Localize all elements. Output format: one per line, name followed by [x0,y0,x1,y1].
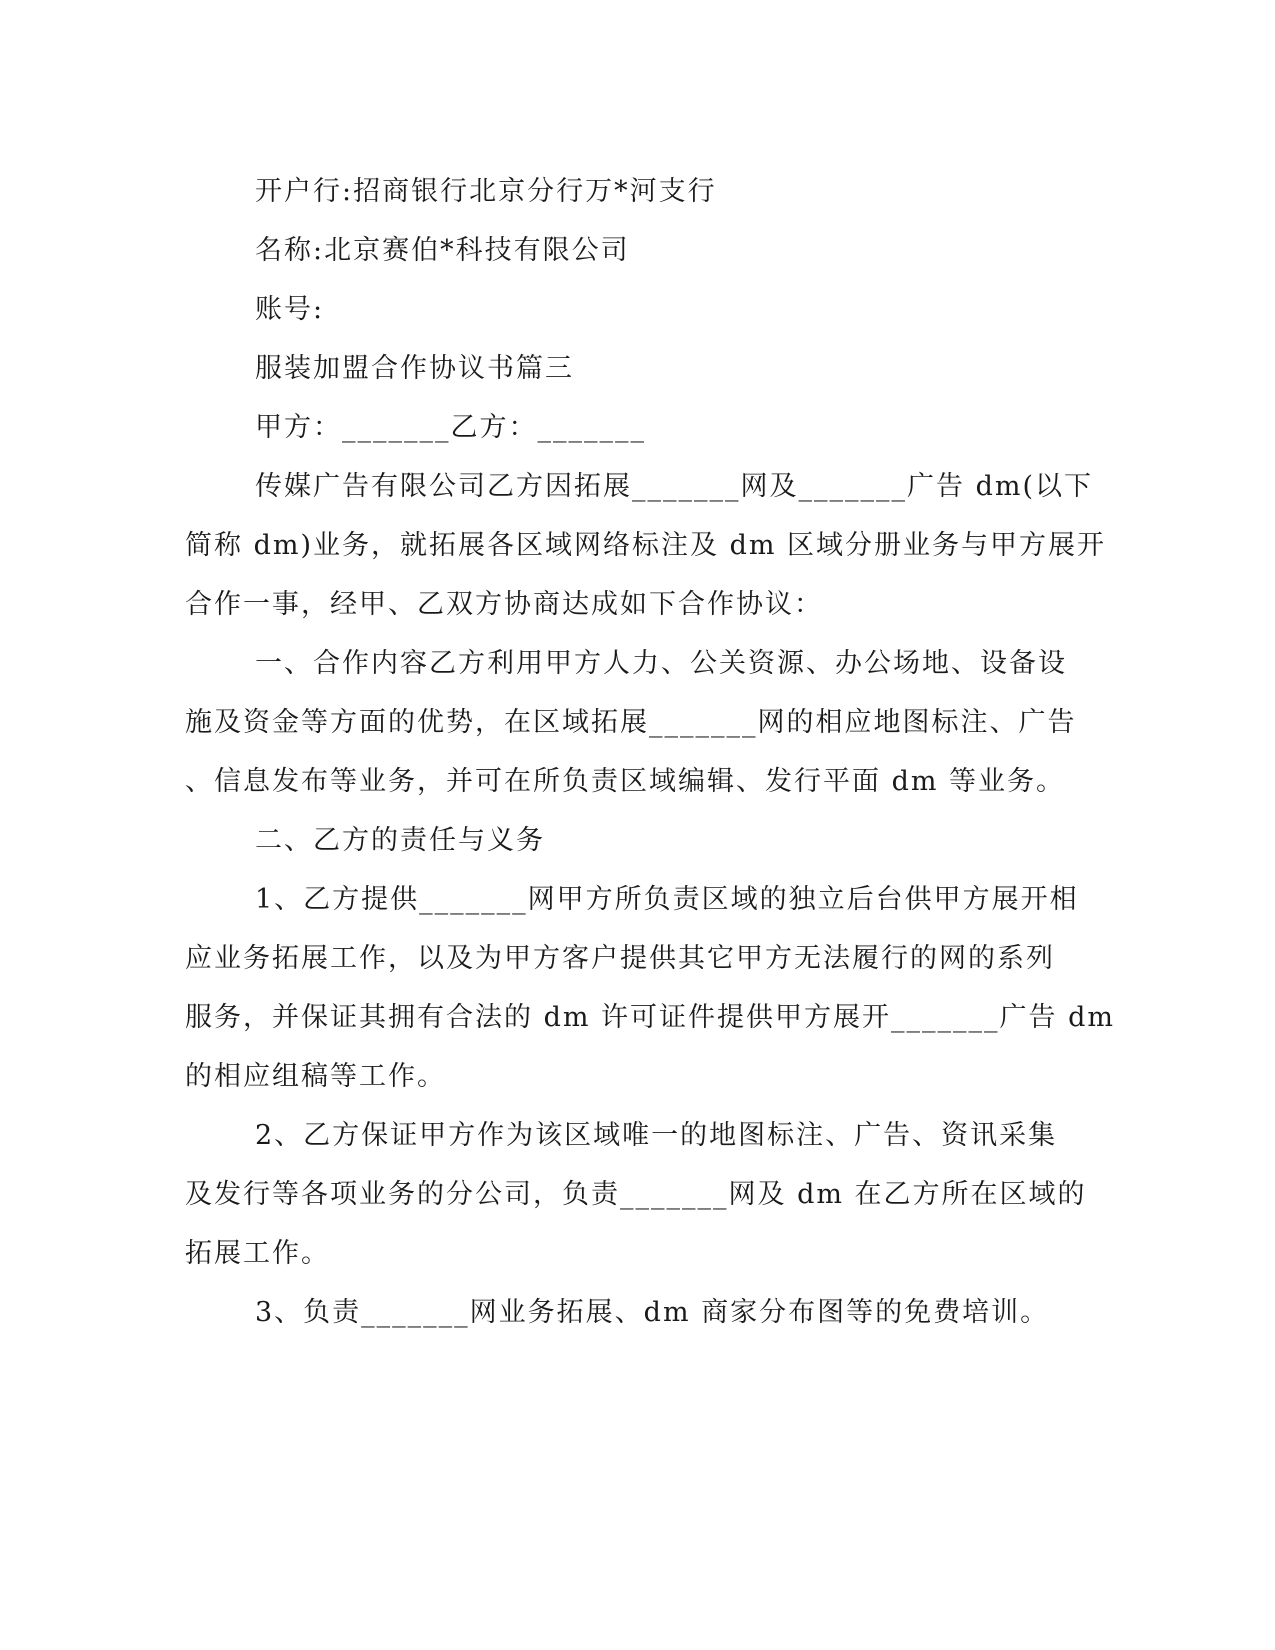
paragraph-line: 施及资金等方面的优势，在区域拓展_______网的相应地图标注、广告 [185,707,1077,738]
paragraph-line: 及发行等各项业务的分公司，负责_______网及 dm 在乙方所在区域的 [185,1179,1087,1210]
paragraph-line: 传媒广告有限公司乙方因拓展_______网及_______广告 dm(以下 [255,471,1094,502]
bank-line: 开户行:招商银行北京分行万*河支行 [255,176,717,207]
paragraph-line: 应业务拓展工作，以及为甲方客户提供其它甲方无法履行的网的系列 [185,943,1055,974]
paragraph-line: 1、乙方提供_______网甲方所负责区域的独立后台供甲方展开相 [255,884,1079,915]
paragraph-line: 、信息发布等业务，并可在所负责区域编辑、发行平面 dm 等业务。 [185,766,1066,797]
account-number-line: 账号: [255,294,325,325]
paragraph-line: 3、负责_______网业务拓展、dm 商家分布图等的免费培训。 [255,1297,1050,1328]
paragraph-line: 合作一事，经甲、乙双方协商达成如下合作协议： [185,589,823,620]
paragraph-line: 2、乙方保证甲方作为该区域唯一的地图标注、广告、资讯采集 [255,1120,1058,1151]
paragraph-line: 服务，并保证其拥有合法的 dm 许可证件提供甲方展开_______广告 dm [185,1002,1116,1033]
subsection-heading: 二、乙方的责任与义务 [255,825,545,856]
paragraph-line: 的相应组稿等工作。 [185,1061,446,1092]
account-name-line: 名称:北京赛伯*科技有限公司 [255,235,630,266]
paragraph-line: 拓展工作。 [185,1238,330,1269]
section-title: 服装加盟合作协议书篇三 [255,353,574,384]
paragraph-line: 简称 dm)业务，就拓展各区域网络标注及 dm 区域分册业务与甲方展开 [185,530,1107,561]
document-body [185,162,1116,1342]
paragraph-line: 一、合作内容乙方利用甲方人力、公关资源、办公场地、设备设 [255,648,1067,679]
parties-line: 甲方：_______乙方：_______ [255,412,646,443]
